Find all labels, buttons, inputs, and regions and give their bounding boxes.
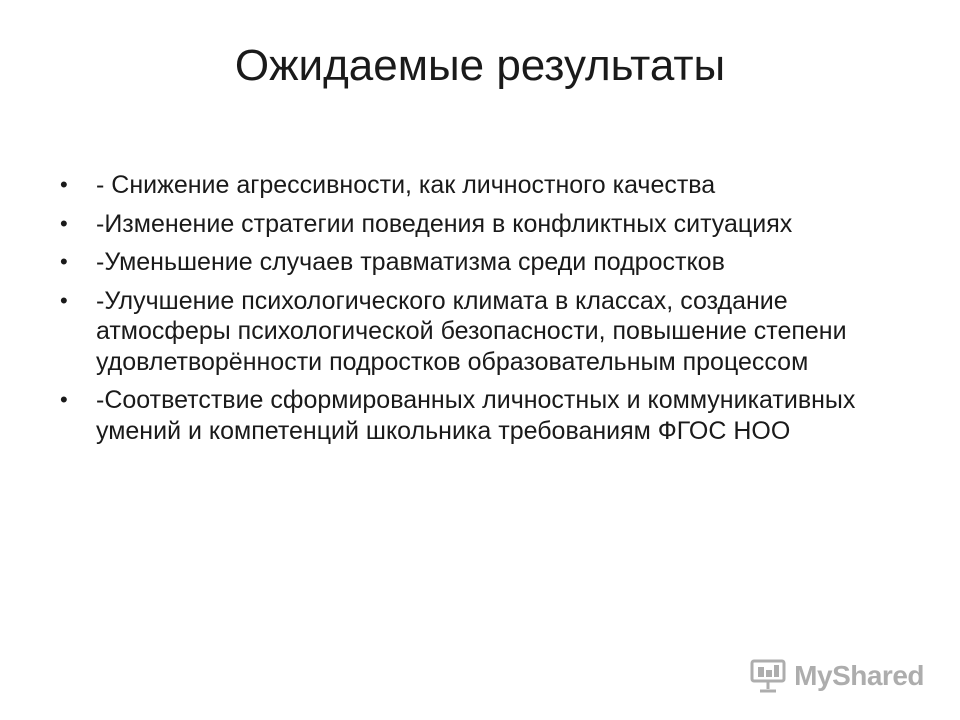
bullet-dot: • [60, 387, 68, 412]
watermark [748, 656, 924, 696]
presentation-board-icon [748, 659, 788, 693]
bullet-text: -Соответствие сформированных личностных и коммуникативных умений и компетенций школьника требованиям ФГОС НОО [96, 386, 856, 445]
slide-title: Ожидаемые результаты [234, 41, 726, 90]
bullet-text: -Улучшение психологического климата в классах, создание атмосферы психологической безопасности, повышение степени удовлетворённости подростков образовательным процессом [96, 286, 847, 376]
watermark-text: MyShared [794, 660, 924, 691]
bullet-dot: • [60, 249, 68, 274]
bullet-item [60, 170, 920, 201]
bullet-list [60, 170, 920, 454]
bullet-dot: • [60, 210, 68, 236]
bullet-item [60, 247, 920, 278]
bullet-dot: • [60, 287, 68, 313]
bullet-text: - Снижение агрессивности, как личностного качества [96, 171, 716, 199]
bullet-item [60, 286, 920, 378]
bullet-item [60, 385, 920, 446]
bullet-item [60, 209, 920, 240]
bullet-text: -Изменение стратегии поведения в конфликтных ситуациях [96, 209, 793, 238]
bullet-text: -Уменьшение случаев травматизма среди подростков [96, 248, 725, 276]
bullet-dot: • [60, 172, 68, 197]
